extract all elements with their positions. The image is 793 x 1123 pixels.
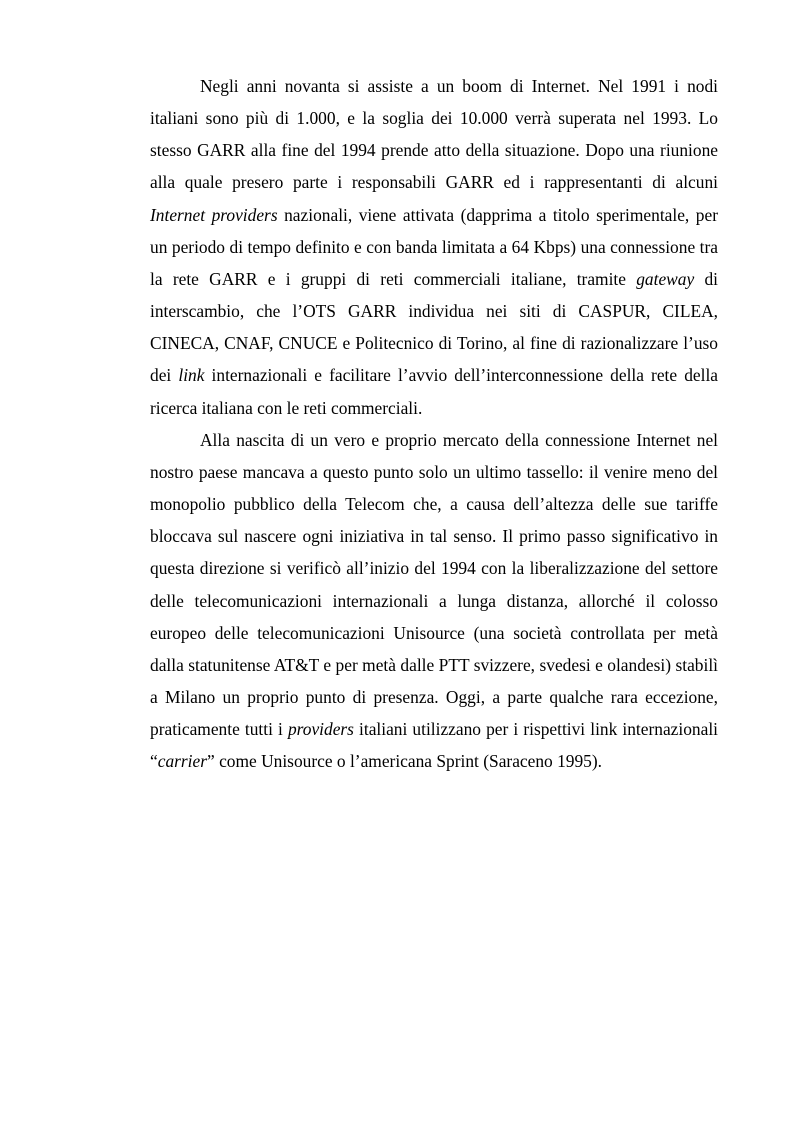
text-segment: Alla nascita di un vero e proprio mercato della connessione Internet nel nostro paese mancava a questo punto solo un ultimo tassello: il venire meno del monopolio pubblico della Telecom che, a causa dell’altezza delle sue tariffe bloccava sul nascere ogni iniziativa in tal senso. Il primo passo significativo in questa direzione si verificò all’inizio del 1994 con la liberalizzazione del settore delle telecomunicazioni internazionali a lunga distanza, allorché il colosso europeo delle telecomunicazioni Unisource (una società controllata per metà dalla statunitense AT&T e per metà dalle PTT svizzere, svedesi e olandesi) stabilì a Milano un proprio punto di presenza. Oggi, a parte qualche rara eccezione, praticamente tutti i	[150, 429, 718, 740]
italic-term: Internet providers	[150, 204, 278, 225]
text-segment: di interscambio, che l’OTS GARR individua nei siti di CASPUR, CILEA, CINECA, CNAF, CNUCE e Politecnico di Torino, al fine di razionalizzare l’uso dei	[150, 268, 718, 386]
italic-term: carrier	[157, 751, 208, 772]
text-segment: ” come Unisource o l’americana Sprint (Saraceno 1995).	[207, 751, 603, 772]
italic-term: link	[178, 365, 205, 386]
italic-term: gateway	[636, 268, 695, 289]
text-segment: Negli anni novanta si assiste a un boom di Internet. Nel 1991 i nodi italiani sono più di 1.000, e la soglia dei 10.000 verrà superata nel 1993. Lo stesso GARR alla fine del 1994 prende atto della situazione. Dopo una riunione alla quale presero parte i responsabili GARR ed i rappresentanti di alcuni	[150, 76, 718, 193]
italic-term: providers	[287, 719, 354, 740]
document-page	[150, 70, 718, 777]
text-segment: internazionali e facilitare l’avvio dell’interconnessione della rete della ricerca italiana con le reti commerciali.	[150, 365, 719, 418]
paragraph-2	[150, 424, 718, 778]
text-segment: italiani utilizzano per i rispettivi link internazionali “	[150, 719, 718, 772]
paragraph-1	[150, 70, 718, 424]
text-segment: nazionali, viene attivata (dapprima a titolo sperimentale, per un periodo di tempo definito e con banda limitata a 64 Kbps) una connessione tra la rete GARR e i gruppi di reti commerciali italiane, tramite	[150, 204, 718, 289]
